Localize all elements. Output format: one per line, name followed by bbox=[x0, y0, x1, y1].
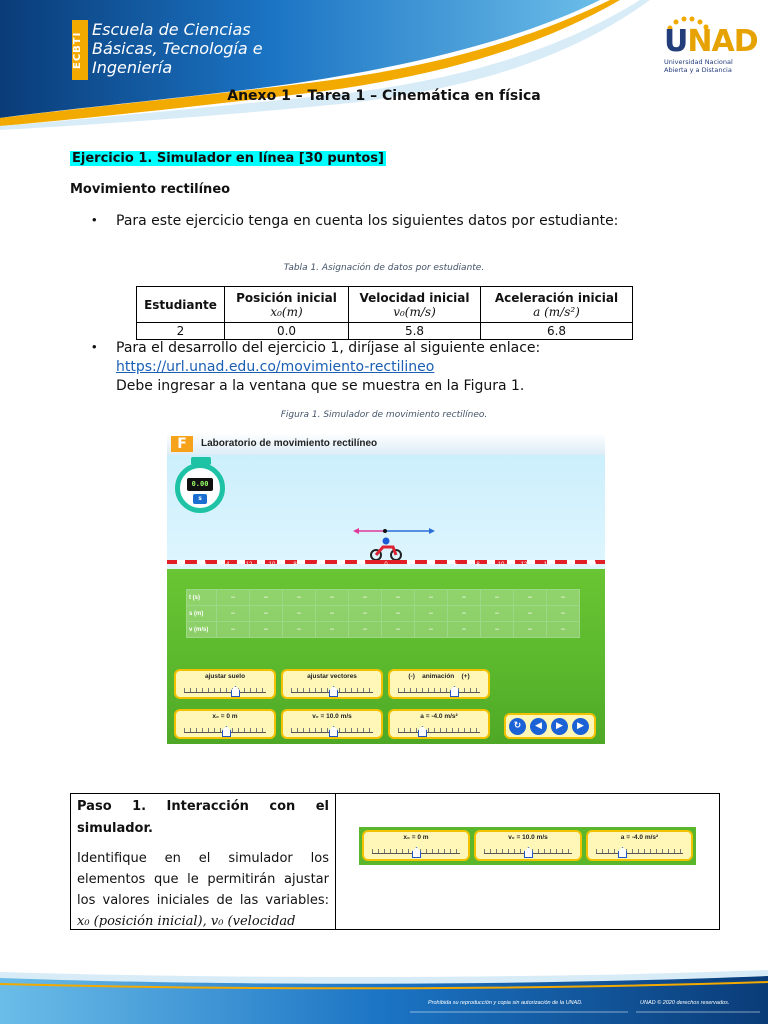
axis-tick-label: 4 bbox=[430, 562, 434, 568]
axis-tick-label: 0 bbox=[384, 562, 388, 568]
table-caption: Tabla 1. Asignación de datos por estudiante. bbox=[283, 263, 485, 273]
axis-tick-label: -6 bbox=[314, 562, 320, 568]
figure-caption: Figura 1. Simulador de movimiento rectilíneo. bbox=[280, 410, 488, 420]
acceleration-control[interactable]: a = -4.0 m/s² bbox=[388, 709, 490, 739]
acceleration-arrowhead-icon bbox=[353, 528, 359, 534]
position-axis bbox=[167, 562, 605, 576]
axis-tick-label: -10 bbox=[266, 562, 276, 568]
document-title: Anexo 1 – Tarea 1 – Cinemática en física bbox=[227, 88, 541, 104]
table-cell: -- bbox=[250, 622, 283, 638]
cell-velocidad: 5.8 bbox=[349, 323, 481, 340]
bullet-text-2: Para el desarrollo del ejercicio 1, diríjase al siguiente enlace: https://url.unad.edu.co/movimiento-rectilineo Debe ingresar a la ventana que se muestra en la Figura 1. bbox=[116, 340, 541, 394]
acceleration-slider-track[interactable] bbox=[398, 725, 480, 733]
table-cell: -- bbox=[514, 622, 547, 638]
bullet-icon: • bbox=[92, 339, 97, 354]
exercise-title: Ejercicio 1. Simulador en línea [30 puntos] bbox=[72, 151, 384, 166]
table-cell: -- bbox=[349, 622, 382, 638]
animation-slider-track[interactable] bbox=[398, 685, 480, 693]
cell-aceleracion: 6.8 bbox=[481, 323, 633, 340]
simulator-screenshot bbox=[167, 433, 605, 744]
table-cell: -- bbox=[481, 590, 514, 606]
bullet-icon: • bbox=[92, 212, 97, 227]
ground-adjust-control[interactable]: ajustar suelo bbox=[174, 669, 276, 699]
axis-tick-label: 14 bbox=[543, 562, 551, 568]
table-cell: -- bbox=[283, 590, 316, 606]
row-label: v (m/s) bbox=[187, 622, 217, 638]
axis-tick-label: -18 bbox=[174, 562, 184, 568]
table-row bbox=[187, 590, 580, 606]
table-cell: -- bbox=[349, 590, 382, 606]
table-row bbox=[187, 622, 580, 638]
exercise-subtitle: Movimiento rectilíneo bbox=[70, 182, 231, 197]
simulator-title: Laboratorio de movimiento rectilíneo bbox=[201, 438, 378, 449]
table-cell: -- bbox=[316, 606, 349, 622]
axis-tick-label: -4 bbox=[337, 562, 343, 568]
footer-copyright: UNAD © 2020 derechos reservados. bbox=[640, 1000, 730, 1006]
axis-tick-label: 2 bbox=[407, 562, 411, 568]
initial-velocity-control[interactable]: v₀ = 10.0 m/s bbox=[281, 709, 383, 739]
row-label: s (m) bbox=[187, 606, 217, 622]
table-cell: -- bbox=[415, 590, 448, 606]
simulator-header bbox=[167, 433, 605, 455]
play-icon[interactable]: ▶ bbox=[551, 718, 568, 735]
ecbti-logo: ECBTI bbox=[72, 20, 88, 80]
table-cell: -- bbox=[382, 606, 415, 622]
bullet-text-1: Para este ejercicio tenga en cuenta los siguientes datos por estudiante: bbox=[116, 213, 619, 229]
initial-position-control[interactable]: x₀ = 0 m bbox=[174, 709, 276, 739]
table-cell: -- bbox=[217, 590, 250, 606]
table-cell: -- bbox=[217, 606, 250, 622]
stopwatch-display: 0.00 bbox=[187, 478, 213, 491]
school-name: Escuela de Ciencias Básicas, Tecnología e Ingeniería bbox=[92, 20, 263, 77]
simulator-link[interactable]: https://url.unad.edu.co/movimiento-rectilineo bbox=[116, 359, 435, 375]
table-cell: -- bbox=[547, 590, 580, 606]
table-cell: -- bbox=[448, 606, 481, 622]
table-cell: -- bbox=[382, 590, 415, 606]
animation-speed-control[interactable]: (-) animación (+) bbox=[388, 669, 490, 699]
footer-background bbox=[0, 964, 768, 1024]
table-cell: -- bbox=[283, 622, 316, 638]
mini-velocity-control: v₀ = 10.0 m/s bbox=[474, 830, 582, 861]
axis-tick-label: 12 bbox=[520, 562, 528, 568]
axis-tick-label: 6 bbox=[453, 562, 457, 568]
table-cell: -- bbox=[382, 622, 415, 638]
table-cell: -- bbox=[217, 622, 250, 638]
step-forward-icon[interactable]: ▶ bbox=[572, 718, 589, 735]
table-cell: -- bbox=[349, 606, 382, 622]
table-cell: -- bbox=[481, 622, 514, 638]
axis-tick-label: -8 bbox=[291, 562, 297, 568]
stopwatch[interactable] bbox=[175, 463, 225, 513]
step-back-icon[interactable]: ◀ bbox=[530, 718, 547, 735]
axis-tick-label: 8 bbox=[476, 562, 480, 568]
student-data-table bbox=[136, 286, 633, 340]
motorcycle-icon bbox=[371, 538, 401, 561]
table-cell: -- bbox=[250, 590, 283, 606]
footer-banner bbox=[0, 964, 768, 1024]
simulator-data-table bbox=[186, 589, 580, 638]
axis-tick-label: 16 bbox=[566, 562, 574, 568]
unad-wordmark: UNAD bbox=[664, 24, 758, 59]
cell-estudiante: 2 bbox=[137, 323, 225, 340]
axis-tick-label: 18 bbox=[589, 562, 597, 568]
row-label: t (s) bbox=[187, 590, 217, 606]
axis-tick-label: -14 bbox=[220, 562, 230, 568]
simulator-logo-icon: F bbox=[171, 436, 193, 452]
table-cell: -- bbox=[415, 622, 448, 638]
vectors-adjust-control[interactable]: ajustar vectores bbox=[281, 669, 383, 699]
header-banner bbox=[0, 0, 768, 130]
cell-posicion: 0.0 bbox=[225, 323, 349, 340]
step-body: Identifique en el simulador los elementos que le permitirán ajustar los valores iniciales de las variables: x₀ (posición inicial), v₀ (velocidad bbox=[77, 851, 329, 929]
table-cell: -- bbox=[415, 606, 448, 622]
table-cell: -- bbox=[547, 606, 580, 622]
unad-subtitle: Universidad Nacional Abierta y a Distancia bbox=[664, 58, 733, 74]
header-estudiante: Estudiante bbox=[137, 287, 225, 323]
table-cell: -- bbox=[316, 590, 349, 606]
axis-tick-label: -16 bbox=[197, 562, 207, 568]
table-cell: -- bbox=[547, 622, 580, 638]
table-cell: -- bbox=[283, 606, 316, 622]
table-cell: -- bbox=[481, 606, 514, 622]
table-cell: -- bbox=[250, 606, 283, 622]
mini-position-control: x₀ = 0 m bbox=[362, 830, 470, 861]
table-cell: -- bbox=[514, 606, 547, 622]
table-cell: -- bbox=[514, 590, 547, 606]
header-velocidad: Velocidad inicial v₀(m/s) bbox=[349, 287, 481, 323]
axis-tick-label: -12 bbox=[243, 562, 253, 568]
footer-notice: Prohibida su reproducción y copia sin autorización de la UNAD. bbox=[428, 1000, 583, 1006]
controls-crop-image bbox=[359, 827, 696, 865]
table-cell: -- bbox=[316, 622, 349, 638]
velocity-arrowhead-icon bbox=[429, 528, 435, 534]
mini-acceleration-control: a = -4.0 m/s² bbox=[586, 830, 693, 861]
table-cell: -- bbox=[448, 622, 481, 638]
axis-tick-label: -2 bbox=[360, 562, 366, 568]
step-table bbox=[70, 793, 720, 930]
stopwatch-unit: s bbox=[193, 494, 207, 504]
header-posicion: Posición inicial x₀(m) bbox=[225, 287, 349, 323]
step-title: Paso 1. Interacción con el bbox=[77, 799, 329, 814]
header-aceleracion: Aceleración inicial a (m/s²) bbox=[481, 287, 633, 323]
stopwatch-button[interactable] bbox=[191, 457, 211, 465]
reset-icon[interactable]: ↻ bbox=[509, 718, 526, 735]
playback-controls bbox=[504, 713, 596, 739]
axis-tick-label: 10 bbox=[497, 562, 505, 568]
ground-slider-track[interactable] bbox=[184, 685, 266, 693]
table-cell: -- bbox=[448, 590, 481, 606]
step-description-cell: Paso 1. Interacción con el simulador. Identifique en el simulador los elementos que le permitirán ajustar los valores iniciales de las variables: x₀ (posición inicial), v₀ (velocidad bbox=[71, 794, 336, 930]
table-row bbox=[187, 606, 580, 622]
